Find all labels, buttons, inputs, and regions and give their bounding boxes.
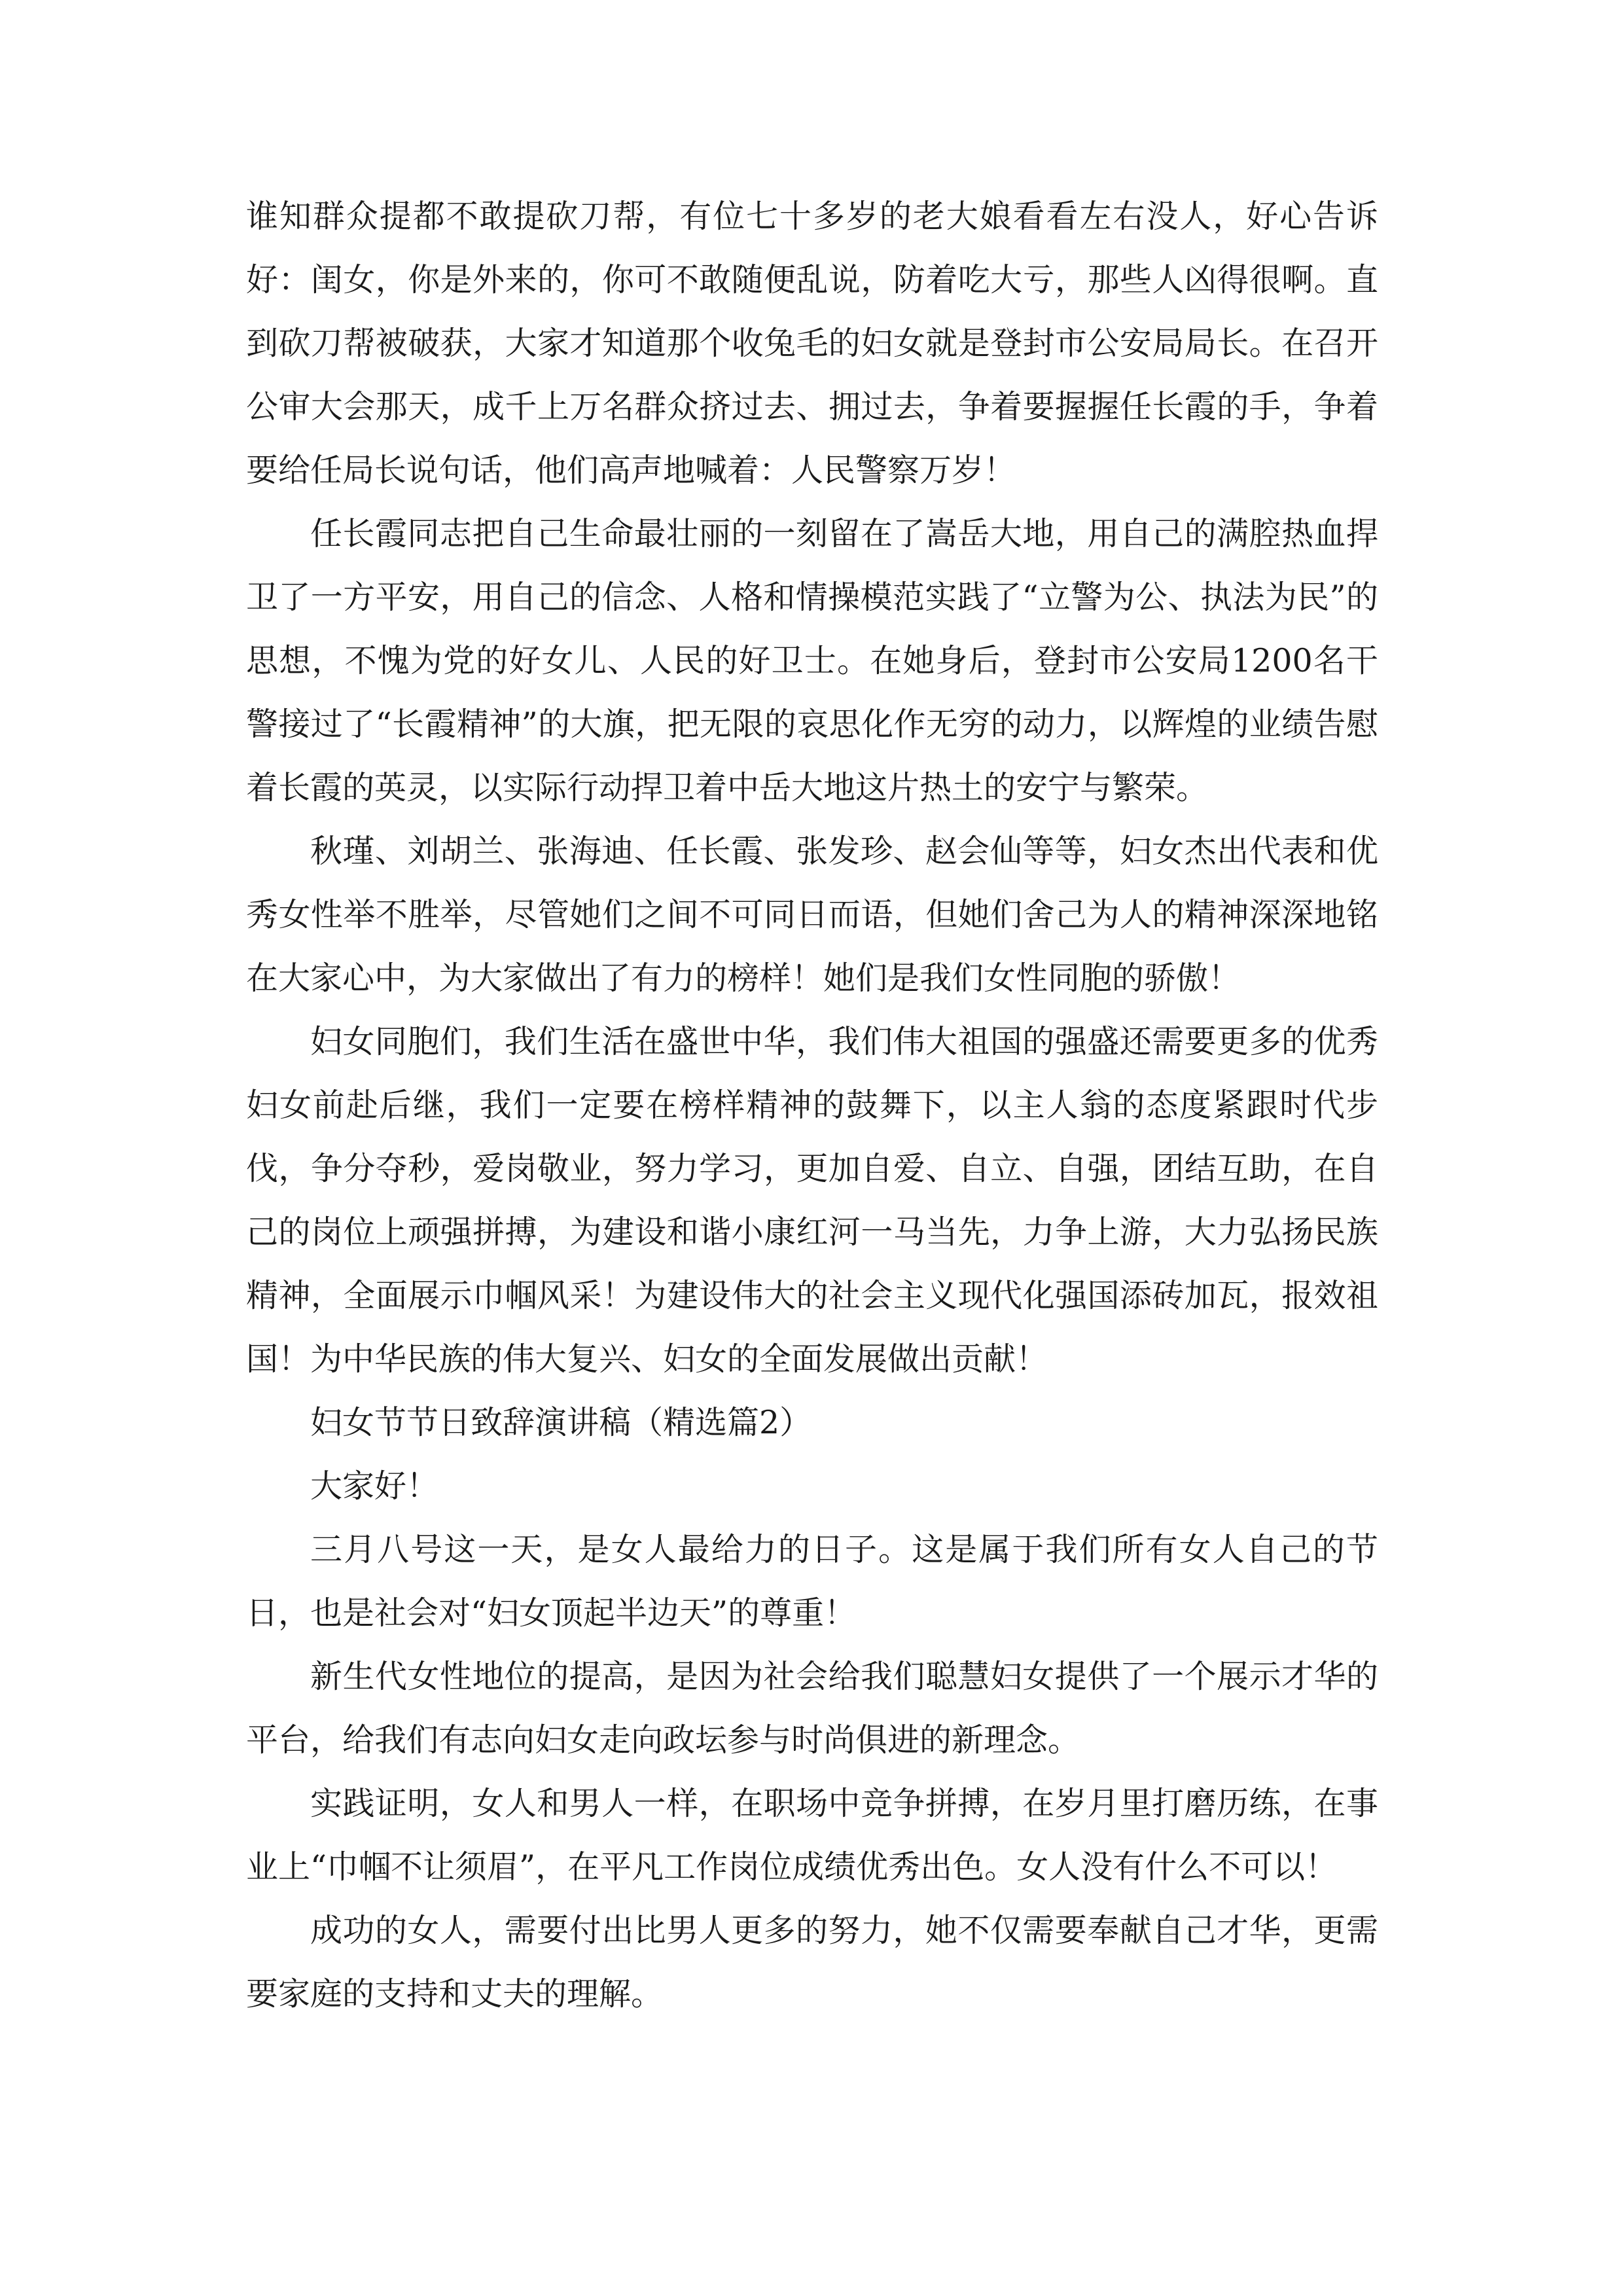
paragraph: 秋瑾、刘胡兰、张海迪、任长霞、张发珍、赵会仙等等，妇女杰出代表和优秀女性举不胜举，尽管她们之间不可同日而语，但她们舍己为人的精神深深地铭在大家心中，为大家做出了有力的榜样！她们是我们女性同胞的骄傲！ bbox=[246, 833, 1378, 997]
paragraph: 三月八号这一天，是女人最给力的日子。这是属于我们所有女人自己的节日，也是社会对“妇女顶起半边天”的尊重！ bbox=[246, 1531, 1378, 1632]
paragraph: 新生代女性地位的提高，是因为社会给我们聪慧妇女提供了一个展示才华的平台，给我们有志向妇女走向政坛参与时尚俱进的新理念。 bbox=[246, 1658, 1378, 1759]
section-title: 妇女节节日致辞演讲稿（精选篇2） bbox=[310, 1404, 812, 1441]
paragraph: 妇女同胞们，我们生活在盛世中华，我们伟大祖国的强盛还需要更多的优秀妇女前赴后继，我们一定要在榜样精神的鼓舞下，以主人翁的态度紧跟时代步伐，争分夺秒，爱岗敬业，努力学习，更加自爱、自立、自强，团结互助，在自己的岗位上顽强拼搏，为建设和谐小康红河一马当先，力争上游，大力弘扬民族精神，全面展示巾帼风采！为建设伟大的社会主义现代化强国添砖加瓦，报效祖国！为中华民族的伟大复兴、妇女的全面发展做出贡献！ bbox=[246, 1023, 1378, 1378]
paragraph-continued: 谁知群众提都不敢提砍刀帮，有位七十多岁的老大娘看看左右没人，好心告诉好：闺女，你是外来的，你可不敢随便乱说，防着吃大亏，那些人凶得很啊。直到砍刀帮被破获，大家才知道那个收兔毛的妇女就是登封市公安局局长。在召开公审大会那天，成千上万名群众挤过去、拥过去，争着要握握任长霞的手，争着要给任局长说句话，他们高声地喊着：人民警察万岁！ bbox=[246, 198, 1378, 489]
paragraph: 任长霞同志把自己生命最壮丽的一刻留在了嵩岳大地，用自己的满腔热血捍卫了一方平安，用自己的信念、人格和情操模范实践了“立警为公、执法为民”的思想，不愧为党的好女儿、人民的好卫士。在她身后，登封市公安局1200名干警接过了“长霞精神”的大旗，把无限的哀思化作无穷的动力，以辉煌的业绩告慰着长霞的英灵，以实际行动捍卫着中岳大地这片热土的安宁与繁荣。 bbox=[246, 515, 1378, 806]
greeting: 大家好！ bbox=[310, 1467, 439, 1505]
paragraph: 成功的女人，需要付出比男人更多的努力，她不仅需要奉献自己才华，更需要家庭的支持和丈夫的理解。 bbox=[246, 1912, 1378, 2013]
document-body bbox=[246, 185, 1378, 2026]
paragraph: 实践证明，女人和男人一样，在职场中竞争拼搏，在岁月里打磨历练，在事业上“巾帼不让须眉”，在平凡工作岗位成绩优秀出色。女人没有什么不可以！ bbox=[246, 1785, 1378, 1886]
